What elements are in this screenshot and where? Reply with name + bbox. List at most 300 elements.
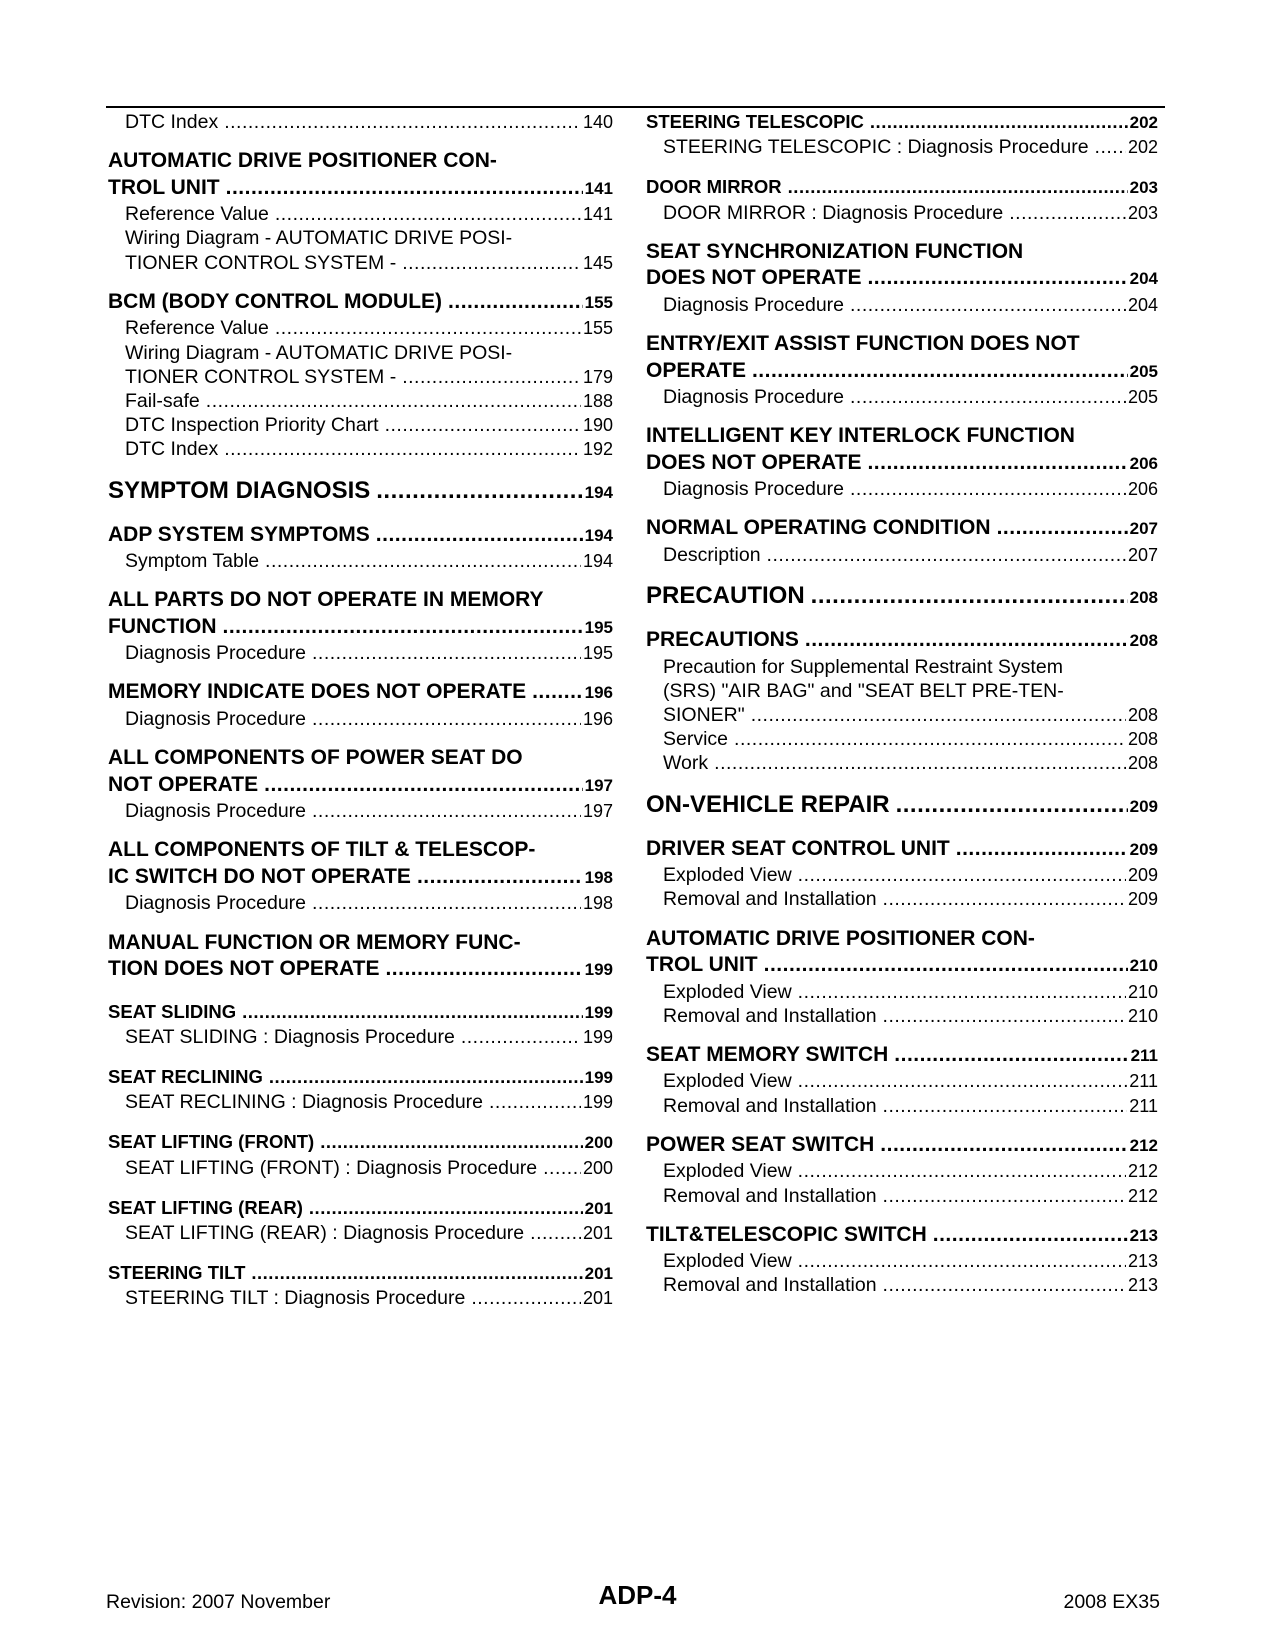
toc-page-number: 141 <box>582 204 613 225</box>
toc-entry <box>646 1159 1158 1183</box>
dot-leader <box>798 980 1126 1004</box>
toc-entry-title: Diagnosis Procedure <box>125 707 307 730</box>
toc-entry-line <box>663 477 1158 501</box>
toc-entry <box>108 202 613 226</box>
toc-page-number: 209 <box>1127 889 1158 910</box>
toc-page-number: 206 <box>1129 453 1158 473</box>
toc-page-number: 199 <box>584 960 613 980</box>
toc-entry-line <box>125 251 613 275</box>
toc-entry-title: IC SWITCH DO NOT OPERATE <box>108 864 411 888</box>
dot-leader <box>471 1286 581 1310</box>
toc-entry <box>646 239 1158 293</box>
toc-page-number: 195 <box>584 617 613 637</box>
dot-leader <box>867 265 1127 292</box>
toc-entry <box>108 413 613 437</box>
toc-entry-title: TROL UNIT <box>108 175 220 199</box>
toc-entry-title: Exploded View <box>663 1160 792 1183</box>
toc-entry <box>108 226 613 274</box>
toc-entry-title: PRECAUTIONS <box>646 628 799 652</box>
toc-entry-line <box>108 679 613 707</box>
toc-entry-title: SEAT MEMORY SWITCH <box>646 1042 889 1066</box>
dot-leader <box>224 437 581 461</box>
toc-page-number: 198 <box>584 867 613 887</box>
toc-entry-title: BCM (BODY CONTROL MODULE) <box>108 289 443 313</box>
toc-page-number: 190 <box>582 415 613 436</box>
toc-entry <box>646 627 1158 655</box>
toc-entry <box>108 707 613 731</box>
dot-leader <box>788 175 1128 199</box>
toc-entry <box>108 930 613 984</box>
toc-entry-line <box>663 201 1158 225</box>
toc-entry <box>646 727 1158 751</box>
toc-entry-title: Exploded View <box>663 864 792 887</box>
dot-leader <box>265 549 581 573</box>
toc-page-number: 155 <box>582 318 613 339</box>
dot-leader <box>223 614 583 641</box>
toc-entry-title: DTC Index <box>125 438 219 461</box>
toc-entry-title: Diagnosis Procedure <box>125 892 307 915</box>
toc-page-number: 140 <box>582 112 613 132</box>
toc-entry-line <box>663 863 1158 887</box>
toc-page-number: 209 <box>1129 796 1158 816</box>
toc-entry-line <box>663 980 1158 1004</box>
toc-entry-line <box>125 1025 613 1049</box>
toc-entry-title: Work <box>663 752 709 775</box>
toc-page-number: 213 <box>1127 1251 1158 1272</box>
toc-entry <box>108 110 613 134</box>
toc-entry-line <box>646 1042 1158 1070</box>
dot-leader <box>1009 201 1126 225</box>
toc-entry-title: NOT OPERATE <box>108 772 259 796</box>
toc-page-number: 208 <box>1127 753 1158 774</box>
toc-entry-title: SEAT SYNCHRONIZATION FUNCTION <box>646 239 1024 263</box>
dot-leader <box>896 790 1128 820</box>
dot-leader <box>461 1025 581 1049</box>
toc-entry-line <box>663 1004 1158 1028</box>
dot-leader <box>870 110 1128 134</box>
dot-leader <box>376 522 583 549</box>
dot-leader <box>320 1130 582 1154</box>
toc-page-number: 208 <box>1129 631 1158 651</box>
dot-leader <box>850 385 1126 409</box>
footer-model: 2008 EX35 <box>1063 1591 1160 1613</box>
toc-entry <box>108 1000 613 1025</box>
toc-entry-line <box>646 515 1158 543</box>
toc-entry-line <box>663 543 1158 567</box>
toc-entry-line <box>125 202 613 226</box>
toc-entry-title: FUNCTION <box>108 614 217 638</box>
dot-leader <box>798 863 1126 887</box>
toc-entry <box>646 790 1158 822</box>
toc-entry-title: STEERING TILT : Diagnosis Procedure <box>125 1287 466 1310</box>
toc-entry <box>108 1261 613 1286</box>
toc-entry <box>646 1249 1158 1273</box>
toc-entry-title: Exploded View <box>663 980 792 1003</box>
toc-entry-line <box>108 956 613 984</box>
toc-entry <box>108 549 613 573</box>
toc-entry <box>108 1221 613 1245</box>
toc-page-number: 199 <box>582 1092 613 1113</box>
toc-entry-line <box>108 522 613 550</box>
toc-entry-title: Diagnosis Procedure <box>663 478 845 501</box>
dot-leader <box>385 413 581 437</box>
toc-entry-line <box>663 751 1158 775</box>
dot-leader <box>734 727 1126 751</box>
dot-leader <box>530 1221 581 1245</box>
toc-entry-title: Removal and Installation <box>663 1274 877 1297</box>
toc-entry <box>646 1132 1158 1160</box>
toc-entry-title: SEAT RECLINING : Diagnosis Procedure <box>125 1091 483 1114</box>
toc-entry-line <box>125 1221 613 1245</box>
toc-entry-line <box>663 655 1158 679</box>
dot-leader <box>714 751 1126 775</box>
dot-leader <box>956 836 1128 863</box>
toc-entry-line <box>646 790 1158 822</box>
toc-entry <box>108 148 613 202</box>
toc-entry-title: SEAT RECLINING <box>108 1065 263 1087</box>
toc-entry-title: TIONER CONTROL SYSTEM - <box>125 365 397 388</box>
toc-entry-line <box>108 772 613 800</box>
toc-page-number: 212 <box>1129 1135 1158 1155</box>
toc-page-number: 201 <box>584 1264 613 1284</box>
toc-entry <box>108 1090 613 1114</box>
toc-entry <box>646 655 1158 728</box>
toc-entry-title: Symptom Table <box>125 550 260 573</box>
toc-entry-line <box>125 341 613 365</box>
toc-entry <box>646 1042 1158 1070</box>
toc-entry <box>108 1196 613 1221</box>
dot-leader <box>883 1273 1126 1297</box>
dot-leader <box>309 1196 583 1220</box>
toc-entry <box>646 1222 1158 1250</box>
dot-leader <box>489 1090 581 1114</box>
toc-entry-line <box>125 1286 613 1310</box>
toc-page-number: 207 <box>1129 519 1158 539</box>
toc-entry-title: SEAT LIFTING (REAR) : Diagnosis Procedure <box>125 1221 525 1244</box>
toc-page-number: 192 <box>582 439 613 460</box>
dot-leader <box>417 864 583 891</box>
toc-entry-title: Reference Value <box>125 317 269 340</box>
toc-entry-title: DRIVER SEAT CONTROL UNIT <box>646 836 950 860</box>
dot-leader <box>312 891 581 915</box>
dot-leader <box>264 772 583 799</box>
toc-entry-line <box>108 1000 613 1025</box>
toc-page-number: 194 <box>584 482 613 502</box>
dot-leader <box>752 358 1128 385</box>
toc-page-number: 208 <box>1127 705 1158 726</box>
toc-entry-title: Diagnosis Procedure <box>663 293 845 316</box>
toc-entry <box>108 522 613 550</box>
dot-leader <box>1095 135 1126 159</box>
toc-column-left <box>108 110 613 1311</box>
dot-leader <box>312 641 581 665</box>
toc-entry-line <box>108 175 613 203</box>
toc-page-number: 200 <box>584 1133 613 1153</box>
toc-entry <box>108 641 613 665</box>
toc-entry-line <box>663 1159 1158 1183</box>
dot-leader <box>226 175 583 202</box>
toc-entry-line <box>125 707 613 731</box>
toc-entry-title: (SRS) "AIR BAG" and "SEAT BELT PRE-TEN- <box>663 679 1064 702</box>
toc-entry-line <box>663 1184 1158 1208</box>
toc-entry-line <box>125 799 613 823</box>
toc-page-number: 212 <box>1127 1185 1158 1206</box>
toc-entry-line <box>663 135 1158 159</box>
toc-entry-title: SIONER" <box>663 704 745 727</box>
toc-entry <box>646 863 1158 887</box>
toc-entry-line <box>108 476 613 508</box>
toc-page-number: 209 <box>1129 839 1158 859</box>
dot-leader <box>402 251 581 275</box>
toc-page-number: 194 <box>582 551 613 572</box>
toc-entry-title: MANUAL FUNCTION OR MEMORY FUNC- <box>108 930 521 954</box>
dot-leader <box>850 293 1126 317</box>
dot-leader <box>532 679 583 706</box>
toc-entry-line <box>663 385 1158 409</box>
toc-entry-line <box>646 265 1158 293</box>
toc-entry-line <box>646 423 1158 450</box>
toc-entry-line <box>125 365 613 389</box>
toc-page-number: 205 <box>1127 387 1158 408</box>
toc-entry-title: ADP SYSTEM SYMPTOMS <box>108 522 370 546</box>
toc-entry-line <box>646 836 1158 864</box>
dot-leader <box>805 627 1128 654</box>
toc-entry <box>108 799 613 823</box>
toc-page-number: 198 <box>582 893 613 914</box>
toc-page-number: 202 <box>1127 137 1158 158</box>
toc-entry-title: Description <box>663 543 761 566</box>
dot-leader <box>798 1159 1126 1183</box>
toc-entry-line <box>108 587 613 614</box>
dot-leader <box>883 1004 1126 1028</box>
dot-leader <box>275 316 581 340</box>
toc-entry <box>108 1065 613 1090</box>
toc-page-number: 199 <box>584 1002 613 1022</box>
toc-page-number: 196 <box>582 708 613 729</box>
toc-entry-title: ENTRY/EXIT ASSIST FUNCTION DOES NOT <box>646 332 1080 356</box>
toc-entry-title: POWER SEAT SWITCH <box>646 1132 875 1156</box>
dot-leader <box>883 1184 1126 1208</box>
toc-entry-line <box>108 864 613 892</box>
toc-entry-title: Exploded View <box>663 1070 792 1093</box>
dot-leader <box>312 799 581 823</box>
toc-entry-title: ON-VEHICLE REPAIR <box>646 790 890 818</box>
toc-page-number: 201 <box>584 1198 613 1218</box>
dot-leader <box>880 1132 1127 1159</box>
toc-page-number: 213 <box>1127 1275 1158 1296</box>
toc-entry-title: STEERING TELESCOPIC <box>646 111 864 132</box>
toc-entry-line <box>646 331 1158 358</box>
toc-page-number: 196 <box>584 683 613 703</box>
toc-entry <box>108 891 613 915</box>
toc-page-number: 213 <box>1129 1225 1158 1245</box>
toc-entry <box>108 476 613 508</box>
toc-entry-title: Diagnosis Procedure <box>663 386 845 409</box>
toc-page-number: 188 <box>582 390 613 411</box>
toc-entry-title: AUTOMATIC DRIVE POSITIONER CON- <box>646 926 1035 950</box>
toc-entry-title: TILT&TELESCOPIC SWITCH <box>646 1222 927 1246</box>
dot-leader <box>206 389 581 413</box>
toc-entry-line <box>646 1132 1158 1160</box>
toc-page-number: 199 <box>584 1067 613 1087</box>
toc-entry-title: TION DOES NOT OPERATE <box>108 957 380 981</box>
toc-entry <box>108 289 613 317</box>
toc-entry-line <box>125 549 613 573</box>
toc-entry <box>646 515 1158 543</box>
toc-page-number: 141 <box>584 178 613 198</box>
toc-page-number: 201 <box>582 1222 613 1243</box>
toc-entry <box>646 836 1158 864</box>
toc-page-number: 145 <box>582 252 613 273</box>
dot-leader <box>850 477 1126 501</box>
toc-entry <box>646 926 1158 980</box>
toc-entry <box>646 135 1158 159</box>
toc-entry-title: SEAT SLIDING : Diagnosis Procedure <box>125 1025 455 1048</box>
dot-leader <box>883 887 1126 911</box>
dot-leader <box>867 450 1127 477</box>
toc-entry-line <box>663 727 1158 751</box>
toc-entry-line <box>125 110 613 134</box>
toc-entry <box>108 341 613 389</box>
toc-entry-title: Exploded View <box>663 1250 792 1273</box>
toc-entry <box>646 423 1158 477</box>
toc-entry <box>646 1004 1158 1028</box>
footer-page-code: ADP-4 <box>598 1580 677 1610</box>
dot-leader <box>764 952 1128 979</box>
toc-entry-line <box>646 581 1158 613</box>
toc-page-number: 205 <box>1129 361 1158 381</box>
toc-page-number: 204 <box>1127 294 1158 315</box>
toc-entry <box>646 1094 1158 1118</box>
toc-entry <box>108 389 613 413</box>
toc-entry-title: SEAT LIFTING (REAR) <box>108 1196 303 1218</box>
toc-page-number: 194 <box>584 525 613 545</box>
toc-entry-line <box>125 1090 613 1114</box>
toc-entry-line <box>108 930 613 957</box>
toc-entry-line <box>108 837 613 864</box>
toc-entry-line <box>108 1261 613 1286</box>
toc-entry-title: STEERING TILT <box>108 1262 246 1284</box>
toc-entry-title: Wiring Diagram - AUTOMATIC DRIVE POSI- <box>125 227 513 250</box>
toc-entry <box>108 1156 613 1180</box>
toc-entry-line <box>663 703 1158 727</box>
toc-entry-title: SEAT SLIDING <box>108 1000 237 1022</box>
footer-revision: Revision: 2007 November <box>106 1591 331 1613</box>
toc-entry-line <box>646 926 1158 953</box>
toc-entry-title: Removal and Installation <box>663 888 877 911</box>
toc-entry-line <box>663 887 1158 911</box>
toc-page-number: 155 <box>584 292 613 312</box>
toc-entry-line <box>646 175 1158 200</box>
dot-leader <box>798 1249 1126 1273</box>
toc-page-number: 211 <box>1129 1071 1158 1092</box>
toc-entry-title: TROL UNIT <box>646 953 758 977</box>
dot-leader <box>883 1094 1128 1118</box>
toc-entry <box>646 1069 1158 1093</box>
toc-entry-line <box>108 614 613 642</box>
toc-page-number: 210 <box>1127 981 1158 1002</box>
toc-page-number: 202 <box>1129 113 1158 132</box>
toc-page-number: 197 <box>584 775 613 795</box>
dot-leader <box>312 707 581 731</box>
toc-entry-title: Diagnosis Procedure <box>125 800 307 823</box>
toc-entry-title: DOOR MIRROR <box>646 176 782 198</box>
toc-page-number: 210 <box>1127 1005 1158 1026</box>
toc-entry-title: Wiring Diagram - AUTOMATIC DRIVE POSI- <box>125 341 513 364</box>
toc-entry-line <box>108 148 613 175</box>
toc-entry-line <box>108 745 613 772</box>
toc-entry-line <box>125 891 613 915</box>
toc-entry <box>108 437 613 461</box>
toc-entry-title: INTELLIGENT KEY INTERLOCK FUNCTION <box>646 424 1075 448</box>
toc-entry <box>646 1184 1158 1208</box>
toc-entry <box>646 201 1158 225</box>
toc-entry-title: TIONER CONTROL SYSTEM - <box>125 251 397 274</box>
toc-page-number: 201 <box>582 1288 613 1309</box>
toc-page-number: 179 <box>582 366 613 387</box>
toc-page-number: 211 <box>1130 1045 1158 1065</box>
dot-leader <box>376 476 582 506</box>
toc-entry-line <box>646 1222 1158 1250</box>
dot-leader <box>275 202 581 226</box>
dot-leader <box>269 1065 583 1089</box>
toc-page-number: 208 <box>1129 588 1158 608</box>
toc-entry <box>108 679 613 707</box>
toc-entry-line <box>646 239 1158 266</box>
dot-leader <box>767 543 1126 567</box>
toc-entry <box>646 581 1158 613</box>
toc-entry-line <box>108 289 613 317</box>
toc-entry-line <box>663 1273 1158 1297</box>
toc-page-number: 199 <box>582 1026 613 1047</box>
toc-entry-title: Fail-safe <box>125 389 200 412</box>
toc-page-number: 209 <box>1127 865 1158 886</box>
toc-entry-title: Removal and Installation <box>663 1004 877 1027</box>
toc-entry-title: Reference Value <box>125 203 269 226</box>
toc-entry-title: ALL COMPONENTS OF TILT & TELESCOP- <box>108 838 536 862</box>
toc-entry-line <box>663 1069 1158 1093</box>
toc-entry-line <box>125 316 613 340</box>
toc-entry <box>646 293 1158 317</box>
toc-entry-title: NORMAL OPERATING CONDITION <box>646 516 991 540</box>
toc-entry-line <box>646 110 1158 135</box>
dot-leader <box>242 1000 582 1024</box>
toc-entry-line <box>663 293 1158 317</box>
dot-leader <box>894 1042 1128 1069</box>
toc-entry-line <box>646 450 1158 478</box>
toc-page-number: 212 <box>1127 1161 1158 1182</box>
toc-entry <box>646 385 1158 409</box>
toc-entry-line <box>125 641 613 665</box>
toc-entry-title: DOOR MIRROR : Diagnosis Procedure <box>663 201 1004 224</box>
dot-leader <box>798 1069 1128 1093</box>
toc-entry <box>108 1286 613 1310</box>
toc-page-number: 203 <box>1127 202 1158 223</box>
toc-entry <box>646 477 1158 501</box>
toc-entry-title: Diagnosis Procedure <box>125 642 307 665</box>
toc-page-number: 208 <box>1127 729 1158 750</box>
toc-entry-line <box>646 358 1158 386</box>
toc-page-number: 211 <box>1129 1095 1158 1116</box>
toc-entry <box>646 543 1158 567</box>
toc-entry <box>646 175 1158 200</box>
toc-entry-line <box>663 1249 1158 1273</box>
toc-entry-title: PRECAUTION <box>646 582 805 610</box>
toc-entry-title: SEAT LIFTING (FRONT) <box>108 1131 315 1153</box>
toc-entry-title: Removal and Installation <box>663 1094 877 1117</box>
toc-entry-line <box>125 389 613 413</box>
toc-entry-title: Removal and Installation <box>663 1184 877 1207</box>
